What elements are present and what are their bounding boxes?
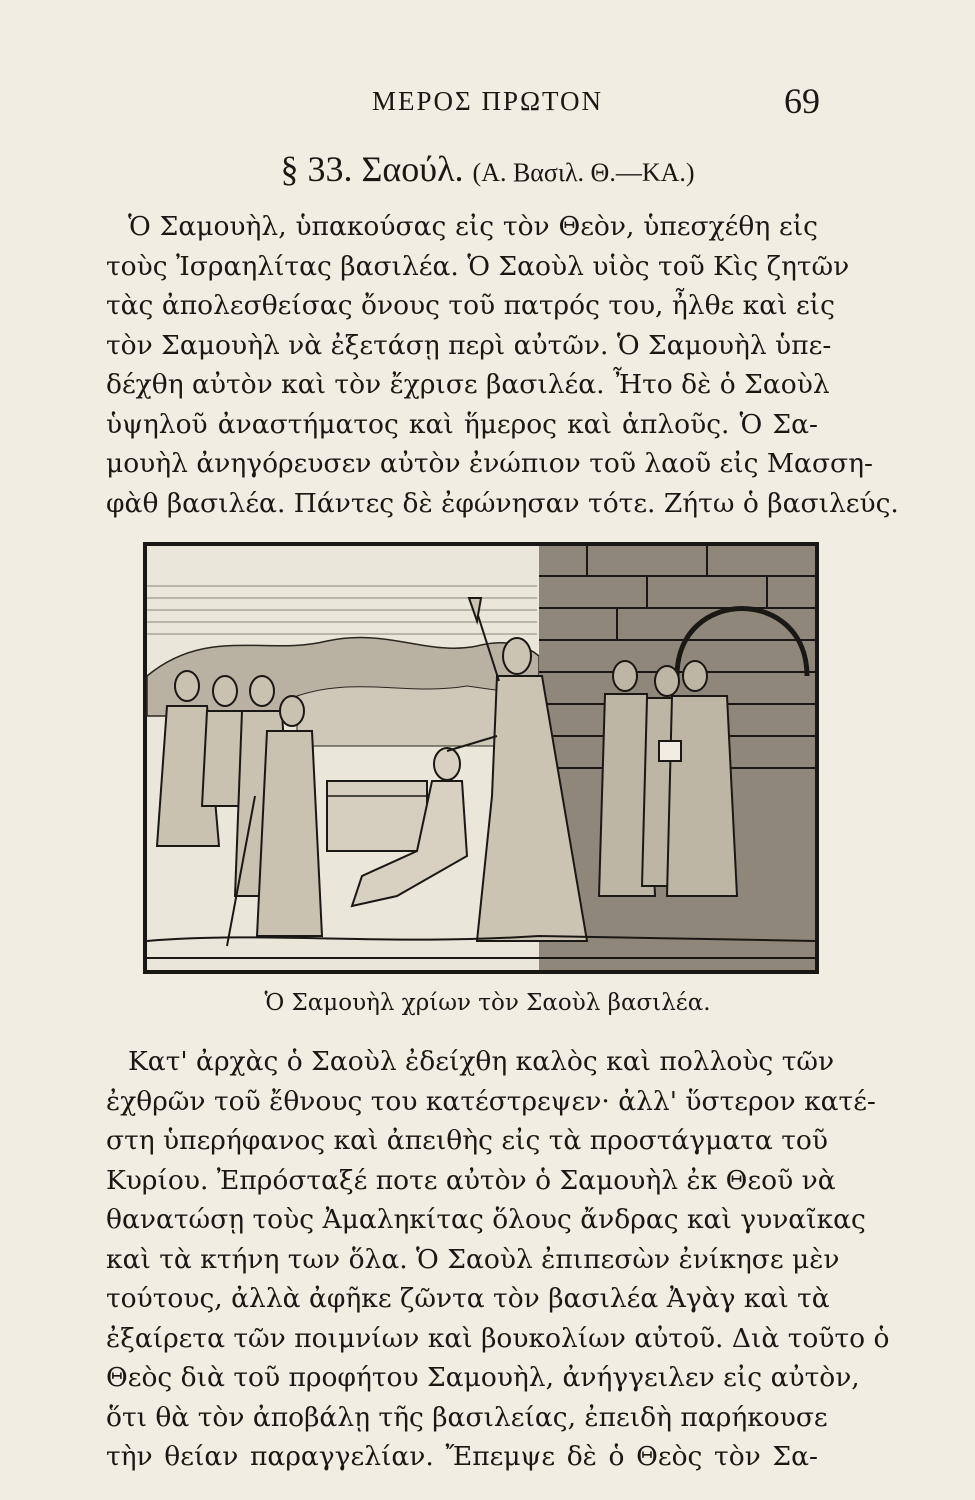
paragraph-1 <box>106 207 899 523</box>
text-line: μουὴλ ἀνηγόρευσεν αὐτὸν ἐνώπιον τοῦ λαοῦ εἰς Μασση- <box>106 448 873 479</box>
section-title-text: § 33. Σαούλ. <box>280 149 464 189</box>
engraving-illustration <box>143 542 819 974</box>
section-reference: (Α. Βασιλ. Θ.—ΚΑ.) <box>472 158 695 187</box>
text-line: ἐξαίρετα τῶν ποιμνίων καὶ βουκολίων αὐτοῦ. Διὰ τοῦτο ὁ <box>106 1322 890 1354</box>
text-line: Θεὸς διὰ τοῦ προφήτου Σαμουὴλ, ἀνήγγειλεν εἰς αὐτὸν, <box>106 1362 860 1393</box>
elders-group <box>599 661 737 896</box>
text-line: Ὁ Σαμουὴλ, ὑπακούσας εἰς τὸν Θεὸν, ὑπεσχέθη εἰς <box>128 211 818 242</box>
paragraph-2 <box>106 1042 890 1477</box>
text-line: ὑψηλοῦ ἀναστήματος καὶ ἥμερος καὶ ἁπλοῦς. Ὁ Σα- <box>106 408 818 440</box>
section-title <box>0 148 975 190</box>
text-line: θανατώσῃ τοὺς Ἀμαληκίτας ὅλους ἄνδρας καὶ γυναῖκας <box>106 1204 866 1235</box>
text-line: φὰθ βασιλέα. Πάντες δὲ ἐφώνησαν τότε. Ζήτω ὁ βασιλεύς. <box>106 487 899 519</box>
text-line: τούτους, ἀλλὰ ἀφῆκε ζῶντα τὸν βασιλέα Ἀγὰγ καὶ τὰ <box>106 1283 830 1314</box>
text-line: τὴν θείαν παραγγελίαν. Ἔπεμψε δὲ ὁ Θεὸς τὸν Σα- <box>106 1441 818 1472</box>
altar <box>327 781 427 851</box>
text-line: στη ὑπερήφανος καὶ ἀπειθὴς εἰς τὰ προστάγματα τοῦ <box>106 1125 828 1156</box>
text-line: ἐχθρῶν τοῦ ἔθνους του κατέστρεψεν· ἀλλ' ὕστερον κατέ- <box>106 1085 876 1117</box>
text-line: τοὺς Ἰσραηλίτας βασιλέα. Ὁ Σαοὺλ υἱὸς τοῦ Κὶς ζητῶν <box>106 250 850 282</box>
text-line: τὸν Σαμουὴλ νὰ ἐξετάσῃ περὶ αὐτῶν. Ὁ Σαμουὴλ ὑπε- <box>106 329 832 361</box>
running-head: ΜΕΡΟΣ ΠΡΩΤΟΝ <box>371 86 604 116</box>
text-line: Κυρίου. Ἐπρόσταξέ ποτε αὐτὸν ὁ Σαμουὴλ ἐκ Θεοῦ νὰ <box>106 1164 836 1196</box>
illustration-caption: Ὁ Σαμουὴλ χρίων τὸν Σαοὺλ βασιλέα. <box>264 990 711 1016</box>
text-line: δέχθη αὐτὸν καὶ τὸν ἔχρισε βασιλέα. Ἦτο δὲ ὁ Σαοὺλ <box>106 369 830 400</box>
text-line: τὰς ἀπολεσθείσας ὄνους τοῦ πατρός του, ἦλθε καὶ εἰς <box>106 290 835 321</box>
text-line: Κατ' ἀρχὰς ὁ Σαοὺλ ἐδείχθη καλὸς καὶ πολλοὺς τῶν <box>128 1046 835 1077</box>
page-number: 69 <box>784 81 820 121</box>
text-line: καὶ τὰ κτήνη των ὅλα. Ὁ Σαοὺλ ἐπιπεσὼν ἐνίκησε μὲν <box>106 1243 840 1275</box>
page-header <box>0 78 975 128</box>
text-line: ὅτι θὰ τὸν ἀποβάλῃ τῆς βασιλείας, ἐπειδὴ παρήκουσε <box>106 1401 828 1433</box>
